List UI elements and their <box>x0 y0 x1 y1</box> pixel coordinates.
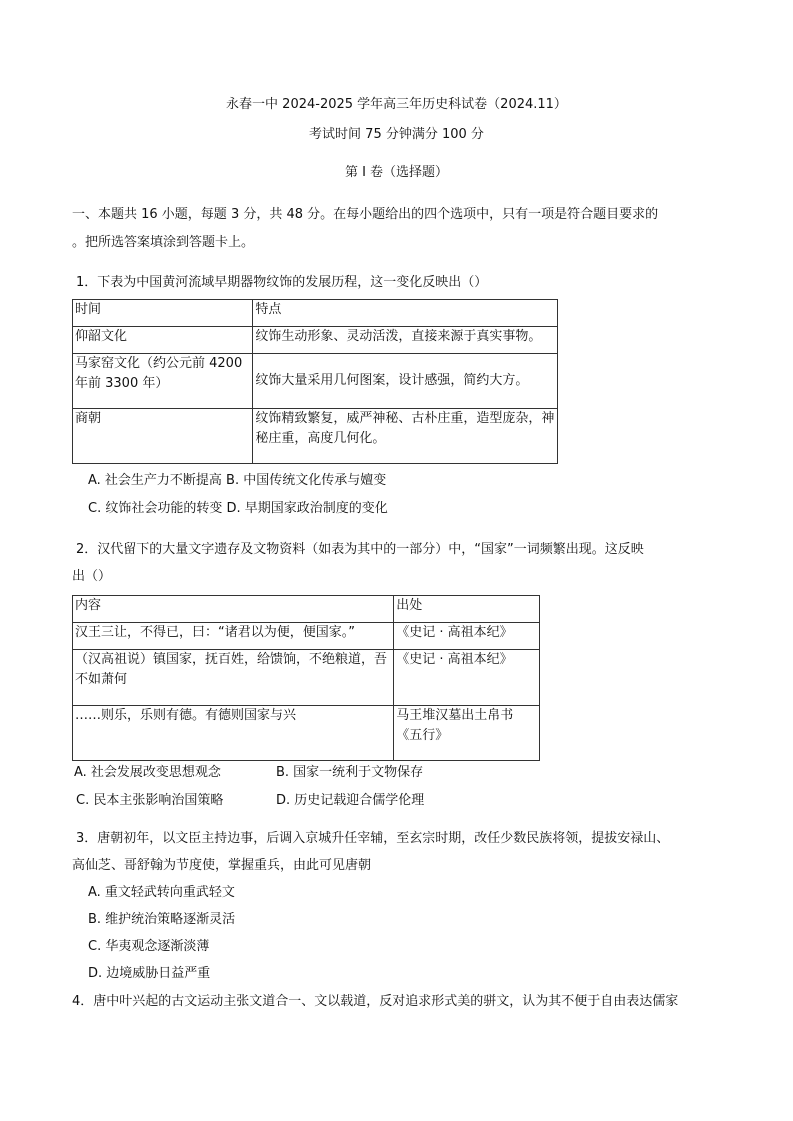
question-2-option-d: D. 历史记载迎合儒学伦理 <box>276 793 425 808</box>
question-1-options-line-2: C. 纹饰社会功能的转变 D. 早期国家政治制度的变化 <box>88 501 388 516</box>
table-header-content: 内容 <box>73 596 394 623</box>
table-row <box>73 409 558 464</box>
table-cell: 汉王三让，不得已，曰：“诸君以为便，便国家。” <box>73 623 394 650</box>
table-row <box>73 650 540 706</box>
table-header-feature: 特点 <box>253 300 558 327</box>
instructions-line-2: 。把所选答案填涂到答题卡上。 <box>72 235 255 250</box>
question-2-option-a: A. 社会发展改变思想观念 <box>74 765 221 780</box>
table-cell: 仰韶文化 <box>73 327 253 354</box>
question-3-option-b: B. 维护统治策略逐渐灵活 <box>88 912 236 927</box>
question-3-option-a: A. 重文轻武转向重武轻文 <box>88 885 235 900</box>
question-2-table <box>72 595 540 761</box>
question-1-table <box>72 299 558 464</box>
table-cell: ……则乐，乐则有德。有德则国家与兴 <box>73 706 394 761</box>
table-cell: 纹饰精致繁复，威严神秘、古朴庄重，造型庞杂，神秘庄重，高度几何化。 <box>253 409 558 464</box>
table-header-time: 时间 <box>73 300 253 327</box>
table-cell: 商朝 <box>73 409 253 464</box>
question-3-option-c: C. 华夷观念逐渐淡薄 <box>88 939 210 954</box>
table-row <box>73 706 540 761</box>
table-cell: 纹饰大量采用几何图案，设计感强，简约大方。 <box>253 354 558 409</box>
question-2-option-c: C. 民本主张影响治国策略 <box>76 793 224 808</box>
table-cell: 马王堆汉墓出土帛书《五行》 <box>394 706 540 761</box>
table-row <box>73 354 558 409</box>
table-row <box>73 327 558 354</box>
question-2-stem-line-1: 2．汉代留下的大量文字遗存及文物资料（如表为其中的一部分）中，“国家”一词频繁出现。这反映 <box>76 542 644 557</box>
table-cell: 《史记 · 高祖本纪》 <box>394 623 540 650</box>
table-cell: （汉高祖说）镇国家，抚百姓，给馈饷，不绝粮道，吾不如萧何 <box>73 650 394 706</box>
exam-title: 永春一中 2024-2025 学年高三年历史科试卷（2024.11） <box>226 97 567 112</box>
question-4-stem-line-1: 4．唐中叶兴起的古文运动主张文道合一、文以载道，反对追求形式美的骈文，认为其不便于自由表达儒家 <box>72 994 679 1009</box>
exam-subtitle: 考试时间 75 分钟满分 100 分 <box>309 127 484 142</box>
question-3-stem-line-1: 3．唐朝初年，以文臣主持边事，后调入京城升任宰辅，至玄宗时期，改任少数民族将领，提拔安禄山、 <box>76 831 670 846</box>
question-2-option-b: B. 国家一统利于文物保存 <box>276 765 424 780</box>
table-header-source: 出处 <box>394 596 540 623</box>
question-3-option-d: D. 边境威胁日益严重 <box>88 966 211 981</box>
table-cell: 纹饰生动形象、灵动活泼，直接来源于真实事物。 <box>253 327 558 354</box>
question-1-stem: 1．下表为中国黄河流域早期器物纹饰的发展历程，这一变化反映出（） <box>76 275 488 290</box>
table-row <box>73 623 540 650</box>
question-3-stem-line-2: 高仙芝、哥舒翰为节度使，掌握重兵，由此可见唐朝 <box>72 858 372 873</box>
instructions-line-1: 一、本题共 16 小题，每题 3 分，共 48 分。在每小题给出的四个选项中，只有一项是符合题目要求的 <box>72 207 659 222</box>
table-cell: 马家窑文化（约公元前 4200 年前 3300 年） <box>73 354 253 409</box>
question-1-options-line-1: A. 社会生产力不断提高 B. 中国传统文化传承与嬗变 <box>88 473 387 488</box>
section-title: 第 I 卷（选择题） <box>344 165 449 180</box>
table-cell: 《史记 · 高祖本纪》 <box>394 650 540 706</box>
question-2-stem-line-2: 出（） <box>72 569 112 584</box>
